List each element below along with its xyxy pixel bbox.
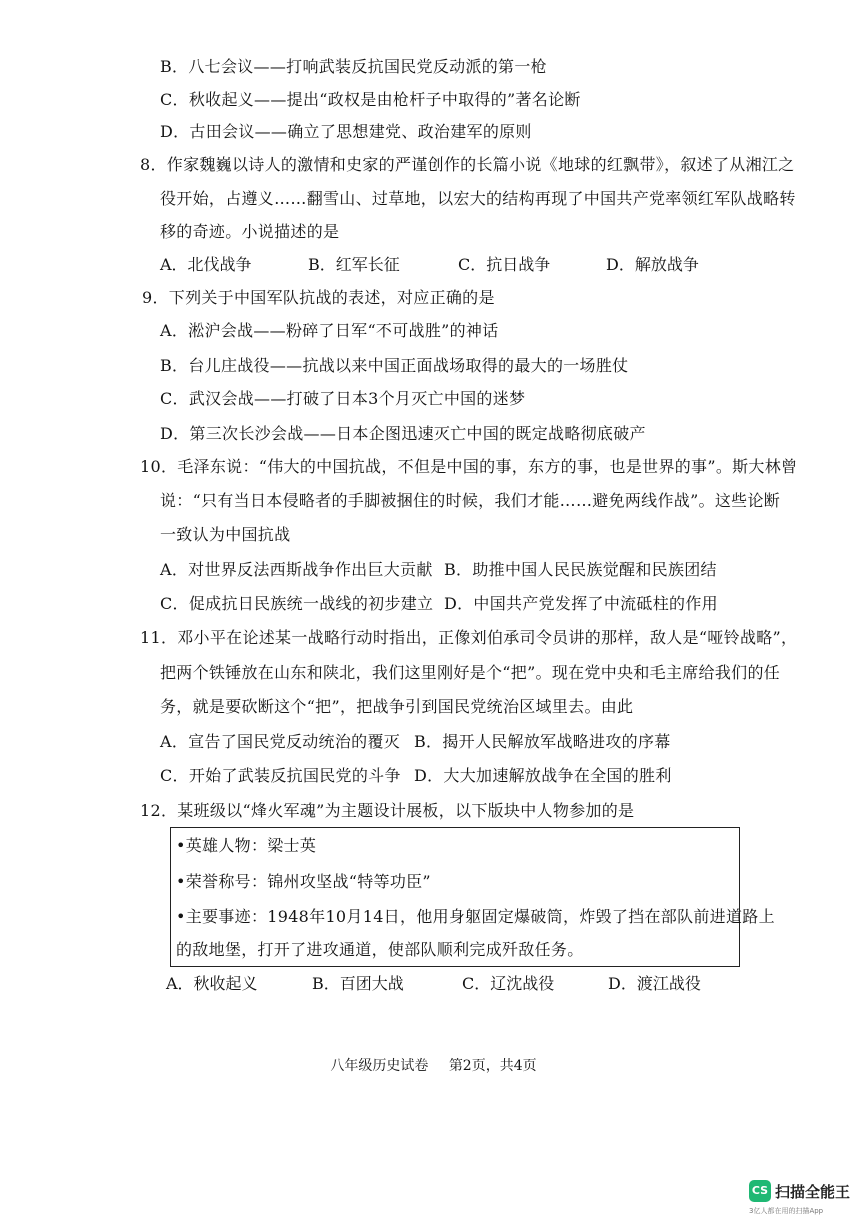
q9-stem: 9．下列关于中国军队抗战的表述，对应正确的是 [142, 288, 495, 307]
q8-option-a: A．北伐战争 [160, 255, 252, 274]
q11-option-a: A．宣告了国民党反动统治的覆灭 [160, 732, 401, 751]
camscanner-logo-icon: CS [749, 1180, 771, 1202]
q12-stem: 12．某班级以“烽火军魂”为主题设计展板，以下版块中人物参加的是 [140, 801, 635, 820]
q12-option-b: B．百团大战 [312, 974, 404, 993]
q12-box-deeds-line-1: •主要事迹：1948年10月14日，他用身躯固定爆破筒，炸毁了挡在部队前进道路上 [176, 907, 775, 926]
q10-option-d: D．中国共产党发挥了中流砥柱的作用 [444, 594, 718, 613]
watermark-app-name: 扫描全能王 [775, 1183, 851, 1201]
q11-option-c: C．开始了武装反抗国民党的斗争 [160, 766, 401, 785]
q8-stem-line-2: 役开始，占遵义……翻雪山、过草地，以宏大的结构再现了中国共产党率领红军队战略转 [160, 189, 796, 208]
q7-option-d: D．古田会议——确立了思想建党、政治建军的原则 [160, 122, 532, 141]
q12-box-honor: •荣誉称号：锦州攻坚战“特等功臣” [176, 872, 431, 891]
q10-option-a: A．对世界反法西斯战争作出巨大贡献 [160, 560, 433, 579]
q8-option-c: C．抗日战争 [458, 255, 551, 274]
q10-option-b: B．助推中国人民民族觉醒和民族团结 [444, 560, 717, 579]
q11-option-b: B．揭开人民解放军战略进攻的序幕 [414, 732, 671, 751]
q9-option-c: C．武汉会战——打破了日本3个月灭亡中国的迷梦 [160, 389, 526, 408]
q10-stem-line-2: 说：“只有当日本侵略者的手脚被捆住的时候，我们才能……避免两线作战”。这些论断 [160, 491, 781, 510]
footer-page-number: 第2页，共4页 [448, 1058, 537, 1074]
q11-option-d: D．大大加速解放战争在全国的胜利 [414, 766, 672, 785]
q12-option-c: C．辽沈战役 [462, 974, 555, 993]
q8-stem-line-3: 移的奇迹。小说描述的是 [160, 222, 340, 241]
page-footer [0, 1055, 867, 1075]
q10-stem-line-3: 一致认为中国抗战 [160, 525, 291, 544]
q10-option-c: C．促成抗日民族统一战线的初步建立 [160, 594, 434, 613]
q11-stem-line-2: 把两个铁锤放在山东和陕北，我们这里刚好是个“把”。现在党中央和毛主席给我们的任 [160, 663, 781, 682]
q8-stem-line-1: 8．作家魏巍以诗人的激情和史家的严谨创作的长篇小说《地球的红飘带》，叙述了从湘江之 [140, 155, 795, 174]
q8-option-d: D．解放战争 [606, 255, 699, 274]
q12-option-d: D．渡江战役 [608, 974, 701, 993]
q12-option-a: A．秋收起义 [166, 974, 258, 993]
q9-option-b: B．台儿庄战役——抗战以来中国正面战场取得的最大的一场胜仗 [160, 356, 629, 375]
scanner-watermark [749, 1180, 861, 1224]
q7-option-c: C．秋收起义——提出“政权是由枪杆子中取得的”著名论断 [160, 90, 581, 109]
q11-stem-line-1: 11．邓小平在论述某一战略行动时指出，正像刘伯承司令员讲的那样，敌人是“哑铃战略”， [140, 628, 798, 647]
q12-box-deeds-line-2: 的敌地堡，打开了进攻通道，使部队顺利完成歼敌任务。 [176, 940, 584, 959]
q9-option-d: D．第三次长沙会战——日本企图迅速灭亡中国的既定战略彻底破产 [160, 424, 646, 443]
q7-option-b: B．八七会议——打响武装反抗国民党反动派的第一枪 [160, 57, 547, 76]
q9-option-a: A．淞沪会战——粉碎了日军“不可战胜”的神话 [160, 321, 499, 340]
footer-paper-title: 八年级历史试卷 [330, 1058, 429, 1074]
q11-stem-line-3: 务，就是要砍断这个“把”，把战争引到国民党统治区域里去。由此 [160, 697, 634, 716]
q10-stem-line-1: 10．毛泽东说：“伟大的中国抗战，不但是中国的事，东方的事，也是世界的事”。斯大林曾 [140, 457, 798, 476]
q8-option-b: B．红军长征 [308, 255, 400, 274]
q12-box-hero: •英雄人物：梁士英 [176, 836, 317, 855]
watermark-tagline: 3亿人都在用的扫描App [749, 1207, 824, 1215]
